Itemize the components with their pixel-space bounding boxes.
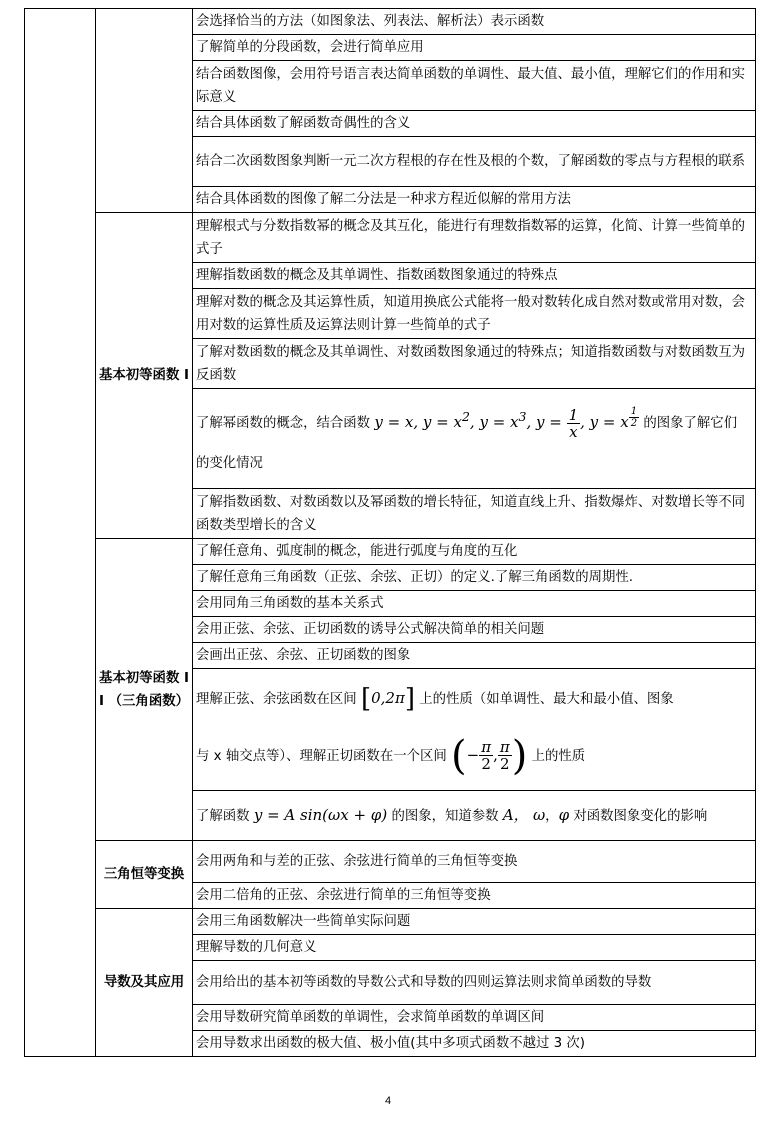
table-row: 结合具体函数的图像了解二分法是一种求方程近似解的常用方法 bbox=[193, 187, 756, 213]
group0-label-cell bbox=[96, 9, 193, 213]
group4-label: 导数及其应用 bbox=[96, 909, 193, 1057]
table-row: 理解对数的概念及其运算性质，知道用换底公式能将一般对数转化成自然对数或常用对数，会用对数的运算性质及运算法则计算一些简单的式子 bbox=[193, 289, 756, 339]
table-row: 结合具体函数了解函数奇偶性的含义 bbox=[193, 111, 756, 137]
table-row: 会用两角和与差的正弦、余弦进行简单的三角恒等变换 bbox=[193, 841, 756, 883]
table-row: 会用二倍角的正弦、余弦进行简单的三角恒等变换 bbox=[193, 883, 756, 909]
formula-power-functions: y = x, $y = x^2$, $y = x^3$, y = $\frac{1}{x}$ , y = x $^{\frac{1}{2}}$ bbox=[374, 405, 638, 441]
table-row: 理解指数函数的概念及其单调性、指数函数图象通过的特殊点 bbox=[193, 263, 756, 289]
table-row: 会选择恰当的方法（如图象法、列表法、解析法）表示函数 bbox=[193, 9, 756, 35]
table-row-sinusoid: 了解函数 y = A sin(ωx + φ) 的图象，知道参数 A， ω，φ 对函数图象变化的影响 bbox=[193, 791, 756, 841]
page-number: 4 bbox=[384, 1095, 392, 1107]
syllabus-table bbox=[24, 8, 756, 1057]
text: 了解幂函数的概念，结合函数 bbox=[196, 416, 371, 431]
table-row: 结合函数图像，会用符号语言表达简单函数的单调性、最大值、最小值，理解它们的作用和实际意义 bbox=[193, 61, 756, 111]
table-row: 理解根式与分数指数幂的概念及其互化，能进行有理数指数幂的运算，化简、计算一些简单的式子 bbox=[193, 213, 756, 263]
table-row: 理解导数的几何意义 bbox=[193, 935, 756, 961]
table-row: 会用给出的基本初等函数的导数公式和导数的四则运算法则求简单函数的导数 bbox=[193, 961, 756, 1005]
table-row: 结合二次函数图象判断一元二次方程根的存在性及根的个数，了解函数的零点与方程根的联系 bbox=[193, 137, 756, 187]
table-row: 会用三角函数解决一些简单实际问题 bbox=[193, 909, 756, 935]
table-row: 了解指数函数、对数函数以及幂函数的增长特征，知道直线上升、指数爆炸、对数增长等不同函数类型增长的含义 bbox=[193, 489, 756, 539]
table-row-trig-properties: 理解正弦、余弦函数在区间 [0,2π] 上的性质（如单调性、最大和最小值、图象 与 x 轴交点等）、理解正切函数在一个区间 (− $\frac{\pi}{2}$ , $\frac{\pi}{2}$ ) 上的性质 bbox=[193, 669, 756, 791]
table-row: 会用同角三角函数的基本关系式 bbox=[193, 591, 756, 617]
table-row: 会画出正弦、余弦、正切函数的图象 bbox=[193, 643, 756, 669]
table-row: 会用导数求出函数的极大值、极小值(其中多项式函数不越过 3 次) bbox=[193, 1031, 756, 1057]
table-row-power-functions bbox=[193, 389, 756, 489]
blank-column bbox=[25, 9, 96, 1057]
table-row: 了解任意角、弧度制的概念，能进行弧度与角度的互化 bbox=[193, 539, 756, 565]
table-row: 了解简单的分段函数，会进行简单应用 bbox=[193, 35, 756, 61]
group3-label: 三角恒等变换 bbox=[96, 841, 193, 909]
group1-label: 基本初等函数 I bbox=[96, 213, 193, 539]
formula-open-interval: (− $\frac{\pi}{2}$ , $\frac{\pi}{2}$ ) bbox=[451, 732, 528, 779]
table-row: 了解任意角三角函数（正弦、余弦、正切）的定义.了解三角函数的周期性. bbox=[193, 565, 756, 591]
text: 的变化情况 bbox=[196, 456, 263, 471]
table-row: 了解对数函数的概念及其单调性、对数函数图象通过的特殊点；知道指数函数与对数函数互为反函数 bbox=[193, 339, 756, 389]
formula-interval: [0,2π] bbox=[360, 683, 415, 714]
group2-label: 基本初等函数 II （三角函数） bbox=[96, 539, 193, 841]
table-row: 会用导数研究简单函数的单调性，会求简单函数的单调区间 bbox=[193, 1005, 756, 1031]
text: 的图象了解它们 bbox=[643, 416, 738, 431]
table-row: 会用正弦、余弦、正切函数的诱导公式解决简单的相关问题 bbox=[193, 617, 756, 643]
formula-sinusoid: y = A sin(ωx + φ) bbox=[253, 805, 388, 824]
